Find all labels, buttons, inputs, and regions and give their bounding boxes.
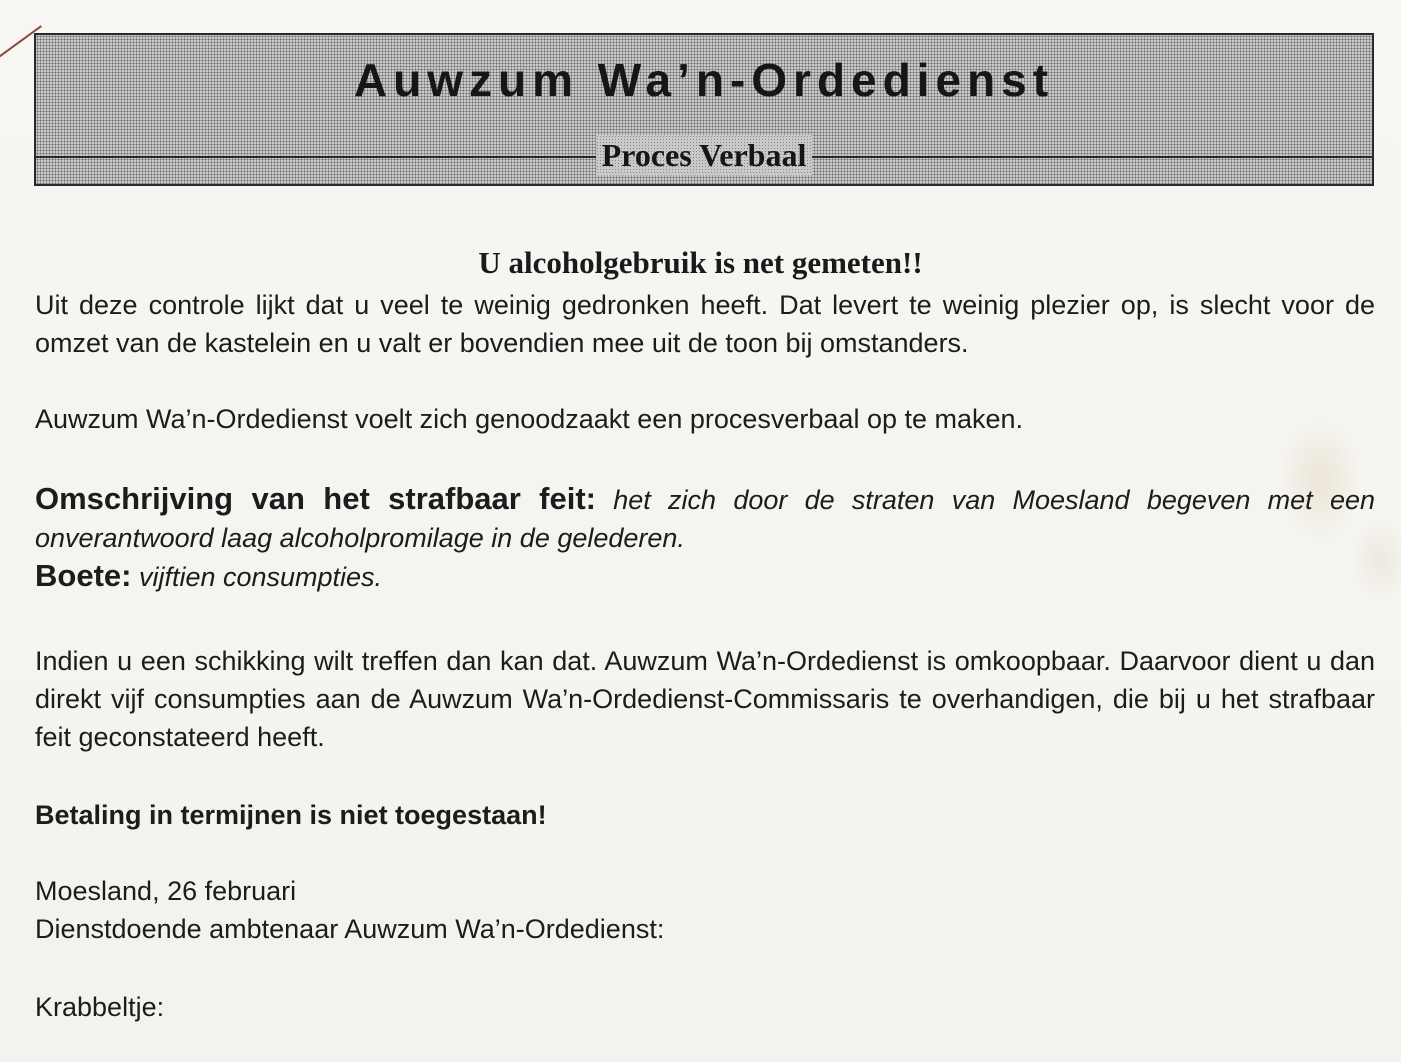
header-subtitle: Proces Verbaal: [596, 135, 813, 175]
fine-text: vijftien consumpties.: [131, 562, 383, 592]
officer-line: Dienstdoende ambtenaar Auwzum Wa’n-Ordedienst:: [35, 914, 665, 944]
offense-text: het zich door de straten van Moesland begeven met een onverantwoord laag alcoholpromilage in de gelederen.: [35, 485, 1375, 553]
payment-note: Betaling in termijnen is niet toegestaan!: [35, 800, 547, 830]
offense-label: Omschrijving van het strafbaar feit:: [35, 481, 596, 516]
signature-label: Krabbeltje:: [35, 992, 165, 1022]
paragraph-procesverbaal: Auwzum Wa’n-Ordedienst voelt zich genoodzaakt een procesverbaal op te maken.: [35, 404, 1024, 434]
header-banner: [34, 33, 1374, 186]
header-title: Auwzum Wa’n-Ordedienst: [353, 54, 1055, 106]
paragraph-offense-and-fine: [35, 480, 1375, 596]
paragraph-intro: Uit deze controle lijkt dat u veel te weinig gedronken heeft. Dat levert te weinig plezier op, is slecht voor de omzet van de kastelein en u valt er bovendien mee uit de toon bij omstanders.: [35, 290, 1375, 358]
main-heading: U alcoholgebruik is net gemeten!!: [478, 245, 923, 280]
fine-block: [35, 557, 1375, 596]
header-subtitle-wrap: [36, 135, 1372, 175]
place-date: Moesland, 26 februari: [35, 876, 297, 906]
offense-block: [35, 480, 1375, 557]
signature-block: [35, 872, 1375, 948]
paragraph-settlement: Indien u een schikking wilt treffen dan kan dat. Auwzum Wa’n-Ordedienst is omkoopbaar. Daarvoor dient u dan direkt vijf consumpties aan de Auwzum Wa’n-Ordedienst-Commissaris te overhandigen, die bij u het strafbaar feit geconstateerd heeft.: [35, 646, 1375, 752]
fine-label: Boete:: [35, 558, 132, 593]
